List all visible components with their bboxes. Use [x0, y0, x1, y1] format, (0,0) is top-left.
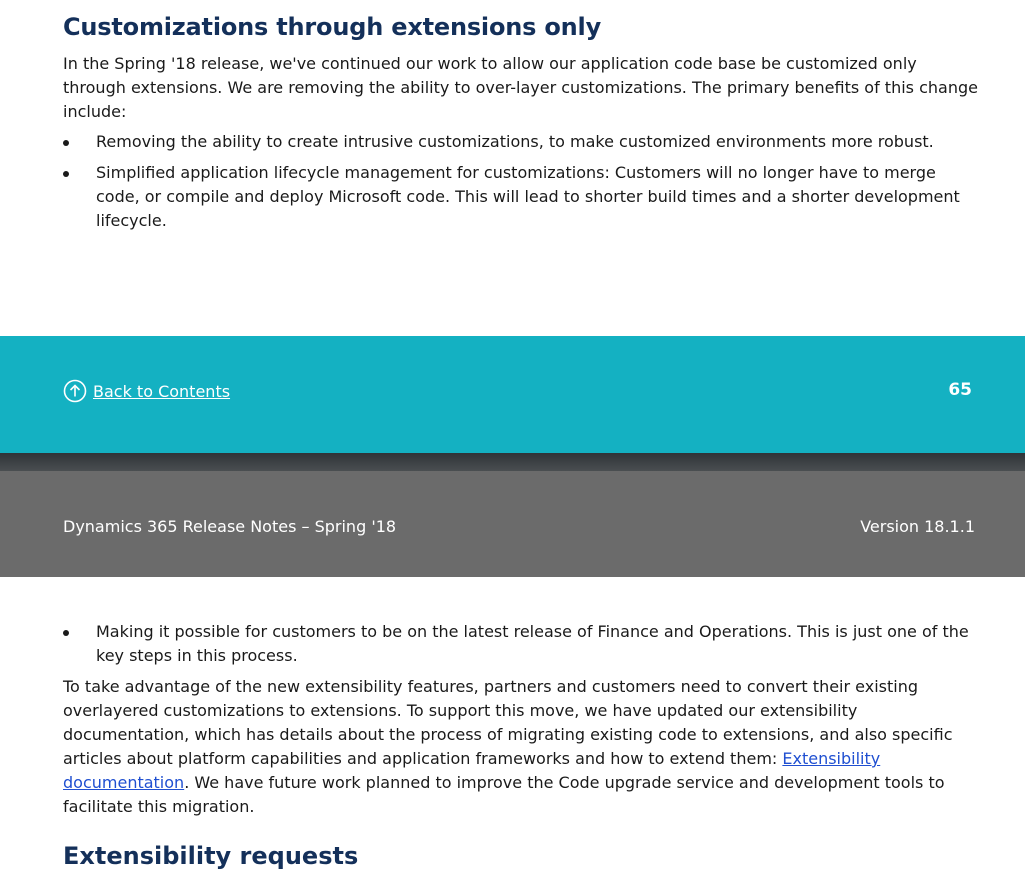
list-item-text: Making it possible for customers to be on the latest release of Finance and Operations. This is just one of the key steps in this process.	[96, 622, 969, 665]
page-header	[0, 471, 1025, 577]
benefits-list	[63, 130, 983, 233]
bullet-icon	[63, 171, 69, 177]
page-footer	[0, 336, 1025, 453]
document-title: Dynamics 365 Release Notes – Spring '18	[63, 517, 397, 536]
bullet-icon	[63, 630, 69, 636]
section-continued	[63, 614, 983, 873]
list-item	[63, 130, 983, 154]
back-to-contents-link[interactable]	[63, 379, 230, 403]
bullet-icon	[63, 140, 69, 146]
page-separator	[0, 453, 1025, 471]
migration-paragraph	[63, 675, 983, 819]
benefits-list-continued	[63, 620, 983, 668]
page-number: 65	[948, 380, 972, 400]
extensibility-documentation-link[interactable]: Extensibility documentation	[63, 749, 881, 792]
section-heading: Customizations through extensions only	[63, 13, 602, 41]
list-item-text: Removing the ability to create intrusive customizations, to make customized environments more robust.	[96, 132, 934, 151]
paragraph-text: . We have future work planned to improve the Code upgrade service and development tools to facilitate this migration.	[63, 773, 945, 816]
document-version: Version 18.1.1	[860, 517, 975, 536]
arrow-up-circle-icon	[63, 379, 87, 403]
list-item	[63, 620, 983, 668]
back-to-contents-label[interactable]: Back to Contents	[93, 381, 231, 401]
section-heading-extensibility-requests: Extensibility requests	[63, 842, 359, 870]
section-customizations	[63, 10, 983, 240]
list-item-text: Simplified application lifecycle management for customizations: Customers will no longer have to merge code, or compile and deploy Microsoft code. This will lead to shorter build times and a shorter development lifecycle.	[96, 163, 960, 230]
intro-paragraph: In the Spring '18 release, we've continued our work to allow our application code base be customized only through extensions. We are removing the ability to over-layer customizations. The primary benefits of this change include:	[63, 54, 978, 121]
paragraph-text: To take advantage of the new extensibility features, partners and customers need to convert their existing overlayered customizations to extensions. To support this move, we have updated our extensibility documentation, which has details about the process of migrating existing code to extensions, and also specific articles about platform capabilities and application frameworks and how to extend them:	[63, 677, 953, 768]
list-item	[63, 161, 983, 233]
